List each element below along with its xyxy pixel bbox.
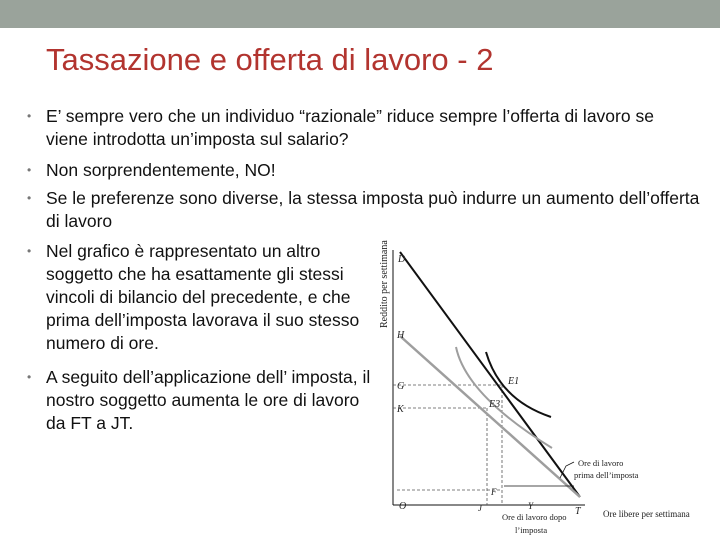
label-f: F bbox=[491, 487, 497, 497]
bullet-item-5 bbox=[27, 366, 373, 435]
label-d: D bbox=[398, 254, 406, 265]
bullet-dot-icon: • bbox=[27, 163, 32, 177]
label-t: T bbox=[575, 506, 581, 517]
bullet-item-1 bbox=[27, 105, 687, 151]
label-h: H bbox=[397, 330, 405, 341]
labor-supply-diagram bbox=[368, 236, 720, 540]
annotation-before-tax: Ore di lavoro prima dell’imposta bbox=[574, 458, 639, 480]
bullet-text-2: Non sorprendentemente, NO! bbox=[46, 160, 276, 180]
bullet-dot-icon: • bbox=[27, 244, 32, 258]
label-o: O bbox=[399, 501, 407, 512]
bullet-text-4: Nel grafico è rappresentato un altro soggetto che ha esattamente gli stessi vincoli di bilancio del precedente, e che prima dell’imposta lavorava il suo stesso numero di ore. bbox=[46, 241, 360, 353]
bullet-dot-icon: • bbox=[27, 370, 32, 384]
budget-line-pre-tax bbox=[400, 252, 580, 497]
label-y: Y bbox=[528, 501, 534, 511]
bullet-item-3 bbox=[27, 187, 707, 233]
slide-title: Tassazione e offerta di lavoro - 2 bbox=[46, 42, 494, 77]
y-axis-label: Reddito per settimana bbox=[379, 240, 390, 328]
label-e3: E3 bbox=[489, 399, 501, 410]
label-k: K bbox=[397, 404, 404, 415]
budget-line-post-tax bbox=[400, 336, 580, 497]
annotation-after-tax: Ore di lavoro dopo l’imposta bbox=[502, 512, 567, 535]
x-axis-label: Ore libere per settimana bbox=[603, 509, 690, 519]
dashed-guides bbox=[393, 385, 502, 505]
label-g: G bbox=[397, 381, 405, 392]
bullet-text-3: Se le preferenze sono diverse, la stessa imposta può indurre un aumento dell’offerta di lavoro bbox=[46, 188, 700, 231]
bullet-dot-icon: • bbox=[27, 191, 32, 205]
bullet-text-1: E’ sempre vero che un individuo “razionale” riduce sempre l’offerta di lavoro se viene introdotta un’imposta sul salario? bbox=[46, 106, 654, 149]
bullet-text-5: A seguito dell’applicazione dell’ imposta, il nostro soggetto aumenta le ore di lavoro da FT a JT. bbox=[46, 367, 371, 433]
annotation-before-pointer bbox=[560, 462, 574, 478]
bullet-item-4 bbox=[27, 240, 377, 355]
bullet-dot-icon: • bbox=[27, 109, 32, 123]
label-e1: E1 bbox=[508, 376, 520, 387]
bullet-item-2 bbox=[27, 159, 687, 182]
label-j: J bbox=[478, 503, 482, 513]
top-band bbox=[0, 0, 720, 28]
